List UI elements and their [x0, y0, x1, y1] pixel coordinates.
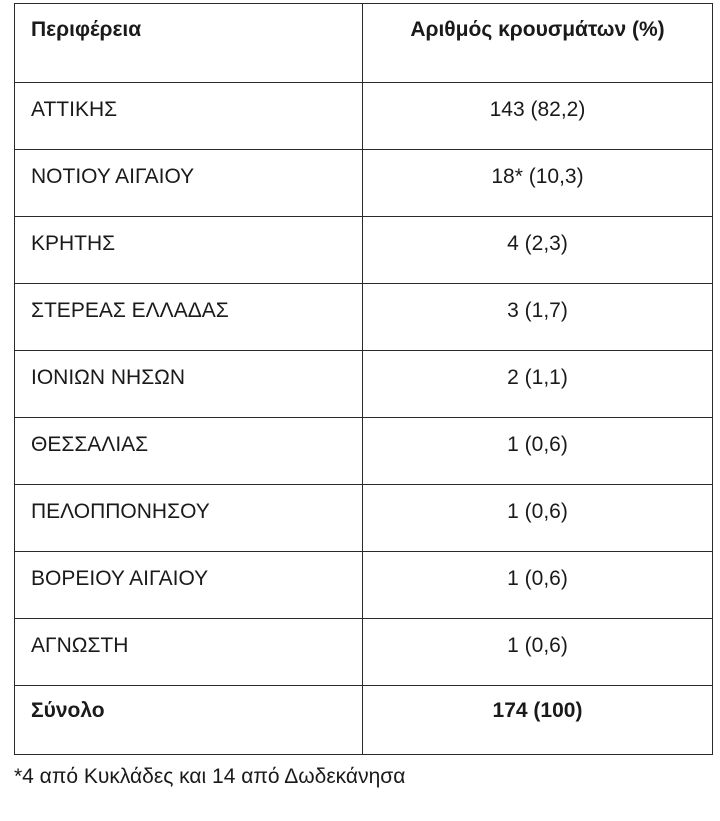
region-cell: ΣΤΕΡΕΑΣ ΕΛΛΑΔΑΣ	[15, 284, 363, 351]
table-footnote: *4 από Κυκλάδες και 14 από Δωδεκάνησα	[14, 765, 406, 788]
cases-cell: 1 (0,6)	[363, 418, 713, 485]
cases-cell: 1 (0,6)	[363, 552, 713, 619]
cases-cell: 1 (0,6)	[363, 485, 713, 552]
cases-by-region-table-container	[14, 3, 712, 755]
region-cell: ΚΡΗΤΗΣ	[15, 217, 363, 284]
table-row	[15, 83, 713, 150]
cases-cell: 3 (1,7)	[363, 284, 713, 351]
table-row	[15, 418, 713, 485]
cases-cell: 143 (82,2)	[363, 83, 713, 150]
cases-cell: 4 (2,3)	[363, 217, 713, 284]
table-row	[15, 485, 713, 552]
cases-cell: 18* (10,3)	[363, 150, 713, 217]
region-cell: ΑΤΤΙΚΗΣ	[15, 83, 363, 150]
region-cell: ΝΟΤΙΟΥ ΑΙΓΑΙΟΥ	[15, 150, 363, 217]
region-cell: ΒΟΡΕΙΟΥ ΑΙΓΑΙΟΥ	[15, 552, 363, 619]
header-region: Περιφέρεια	[15, 4, 363, 83]
cases-cell: 1 (0,6)	[363, 619, 713, 686]
total-label-cell: Σύνολο	[15, 686, 363, 755]
table-row	[15, 284, 713, 351]
table-row	[15, 217, 713, 284]
cases-cell: 2 (1,1)	[363, 351, 713, 418]
region-cell: ΘΕΣΣΑΛΙΑΣ	[15, 418, 363, 485]
table-row	[15, 619, 713, 686]
table-row	[15, 552, 713, 619]
total-row	[15, 686, 713, 755]
region-cell: ΑΓΝΩΣΤΗ	[15, 619, 363, 686]
table-row	[15, 150, 713, 217]
region-cell: ΠΕΛΟΠΠΟΝΗΣΟΥ	[15, 485, 363, 552]
table-row	[15, 351, 713, 418]
total-cases-cell: 174 (100)	[363, 686, 713, 755]
header-cases: Αριθμός κρουσμάτων (%)	[363, 4, 713, 83]
region-cell: ΙΟΝΙΩΝ ΝΗΣΩΝ	[15, 351, 363, 418]
cases-by-region-table	[14, 3, 713, 755]
table-header-row	[15, 4, 713, 83]
